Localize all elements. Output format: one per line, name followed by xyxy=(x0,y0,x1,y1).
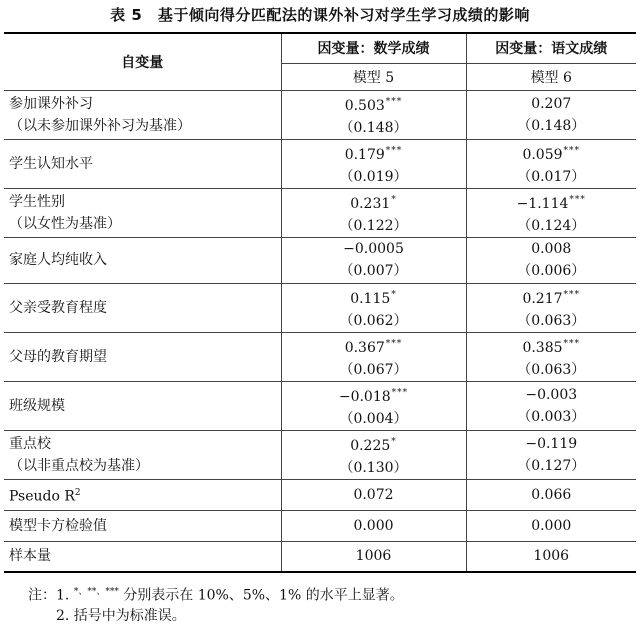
coefficient-value: 0.179 xyxy=(344,146,385,163)
model-5-cell xyxy=(281,430,466,479)
coefficient-value: 0.225 xyxy=(350,437,391,454)
header-model-5: 模型 5 xyxy=(281,63,466,90)
significance-stars: *** xyxy=(385,145,403,156)
statistic-label: Pseudo R xyxy=(9,488,75,505)
coefficient xyxy=(467,384,637,406)
variable-reference: （以女性为基准） xyxy=(9,215,121,232)
model-6-cell xyxy=(466,188,636,237)
coefficient xyxy=(282,431,466,457)
coefficient xyxy=(282,382,466,408)
coefficient xyxy=(467,93,637,115)
model-5-cell xyxy=(281,139,466,188)
variable-cell xyxy=(4,139,281,188)
table-row xyxy=(4,283,636,332)
model-6-statistic: 0.000 xyxy=(466,510,636,541)
table-row xyxy=(4,381,636,430)
coefficient xyxy=(467,284,637,310)
standard-error: （0.007） xyxy=(339,263,408,279)
standard-error: （0.004） xyxy=(339,410,408,427)
coefficient-value: 0.503 xyxy=(344,97,385,114)
model-5-statistic: 0.072 xyxy=(281,479,466,510)
standard-error: （0.019） xyxy=(339,168,408,185)
model-5-cell xyxy=(281,381,466,430)
significance-stars: *** xyxy=(385,338,403,349)
note-1-stars: *、**、*** xyxy=(73,587,119,597)
coefficient-value: −0.0005 xyxy=(343,241,404,257)
standard-error: （0.148） xyxy=(339,119,408,136)
coefficient-value: 0.207 xyxy=(531,95,572,112)
variable-name: 家庭人均纯收入 xyxy=(9,252,107,268)
standard-error: （0.006） xyxy=(517,263,586,279)
coefficient xyxy=(467,333,637,359)
model-5-statistic: 1006 xyxy=(281,541,466,572)
statistic-label-cell xyxy=(4,510,281,541)
standard-error: （0.063） xyxy=(517,361,586,378)
variable-cell xyxy=(4,188,281,237)
coefficient-value: 0.115 xyxy=(350,290,391,307)
coefficient xyxy=(282,140,466,166)
variable-cell xyxy=(4,332,281,381)
table-row xyxy=(4,90,636,139)
variable-cell xyxy=(4,430,281,479)
significance-stars: * xyxy=(391,436,397,447)
coefficient xyxy=(282,238,466,260)
summary-row xyxy=(4,479,636,510)
table-row xyxy=(4,332,636,381)
significance-stars: *** xyxy=(563,289,581,300)
significance-stars: *** xyxy=(569,194,586,205)
statistic-label-cell xyxy=(4,479,281,510)
statistic-label: 样本量 xyxy=(9,548,51,565)
header-model-6: 模型 6 xyxy=(466,63,636,90)
standard-error: （0.148） xyxy=(517,117,586,134)
header-dependent-chinese: 因变量：语文成绩 xyxy=(466,33,636,63)
coefficient xyxy=(282,333,466,359)
regression-table xyxy=(4,32,636,573)
coefficient-value: −0.018 xyxy=(338,388,391,405)
note-1-text: 分别表示在 10%、5%、1% 的水平上显著。 xyxy=(118,587,404,604)
coefficient-value: 0.367 xyxy=(344,339,385,356)
model-6-cell xyxy=(466,430,636,479)
significance-stars: *** xyxy=(391,387,409,398)
table-row xyxy=(4,430,636,479)
statistic-label-cell xyxy=(4,541,281,572)
standard-error: （0.063） xyxy=(517,312,586,329)
standard-error: （0.124） xyxy=(517,217,586,234)
standard-error: （0.017） xyxy=(517,168,586,185)
coefficient xyxy=(282,91,466,117)
model-6-cell xyxy=(466,237,636,283)
significance-stars: *** xyxy=(385,96,403,107)
model-6-cell xyxy=(466,381,636,430)
significance-stars: * xyxy=(391,194,397,205)
summary-row xyxy=(4,510,636,541)
coefficient xyxy=(467,433,637,455)
model-6-statistic: 1006 xyxy=(466,541,636,572)
coefficient-value: −0.003 xyxy=(525,386,578,403)
header-independent-variable: 自变量 xyxy=(4,33,281,90)
coefficient xyxy=(467,238,637,260)
variable-name: 学生性别 xyxy=(9,193,65,210)
statistic-label: 模型卡方检验值 xyxy=(9,517,107,534)
standard-error: （0.130） xyxy=(339,459,408,476)
variable-cell xyxy=(4,381,281,430)
table-row xyxy=(4,237,636,283)
variable-name: 参加课外补习 xyxy=(9,95,93,112)
header-dependent-math: 因变量：数学成绩 xyxy=(281,33,466,63)
note-1-prefix: 注：1. xyxy=(28,587,74,604)
variable-cell xyxy=(4,90,281,139)
variable-name: 班级规模 xyxy=(9,397,65,414)
model-6-cell xyxy=(466,283,636,332)
table-title: 表 5 基于倾向得分匹配法的课外补习对学生学习成绩的影响 xyxy=(110,6,530,24)
variable-reference: （以非重点校为基准） xyxy=(9,457,149,474)
coefficient-value: 0.231 xyxy=(350,195,391,212)
significance-stars: *** xyxy=(563,145,581,156)
table-notes xyxy=(28,582,404,626)
coefficient-value: 0.059 xyxy=(522,146,563,163)
variable-name: 重点校 xyxy=(9,435,51,452)
model-6-cell xyxy=(466,332,636,381)
model-6-statistic: 0.066 xyxy=(466,479,636,510)
standard-error: （0.003） xyxy=(517,408,586,425)
variable-cell xyxy=(4,283,281,332)
model-6-cell xyxy=(466,90,636,139)
standard-error: （0.127） xyxy=(517,457,586,474)
model-5-cell xyxy=(281,332,466,381)
coefficient-value: 0.217 xyxy=(522,290,563,307)
coefficient-value: 0.385 xyxy=(522,339,563,356)
table-body xyxy=(4,90,636,572)
standard-error: （0.062） xyxy=(339,312,408,329)
model-5-cell xyxy=(281,188,466,237)
coefficient xyxy=(282,284,466,310)
model-5-cell xyxy=(281,283,466,332)
coefficient-value: 0.008 xyxy=(531,241,572,257)
significance-stars: *** xyxy=(563,338,581,349)
summary-row xyxy=(4,541,636,572)
variable-reference: （以未参加课外补习为基准） xyxy=(9,117,191,134)
standard-error: （0.122） xyxy=(339,217,408,234)
model-5-statistic: 0.000 xyxy=(281,510,466,541)
model-6-cell xyxy=(466,139,636,188)
coefficient xyxy=(467,140,637,166)
model-5-cell xyxy=(281,237,466,283)
variable-name: 父母的教育期望 xyxy=(9,348,107,365)
table-row xyxy=(4,139,636,188)
variable-name: 学生认知水平 xyxy=(9,155,93,172)
note-2: 2. 括号中为标准误。 xyxy=(56,607,186,624)
note-1 xyxy=(28,582,404,606)
coefficient xyxy=(467,189,637,215)
coefficient xyxy=(282,189,466,215)
significance-stars: * xyxy=(391,289,397,300)
coefficient-value: −0.119 xyxy=(525,435,578,452)
standard-error: （0.067） xyxy=(339,361,408,378)
model-5-cell xyxy=(281,90,466,139)
variable-name: 父亲受教育程度 xyxy=(9,299,107,316)
coefficient-value: −1.114 xyxy=(516,195,569,212)
table-row xyxy=(4,188,636,237)
statistic-superscript: 2 xyxy=(74,487,81,498)
variable-cell xyxy=(4,237,281,283)
